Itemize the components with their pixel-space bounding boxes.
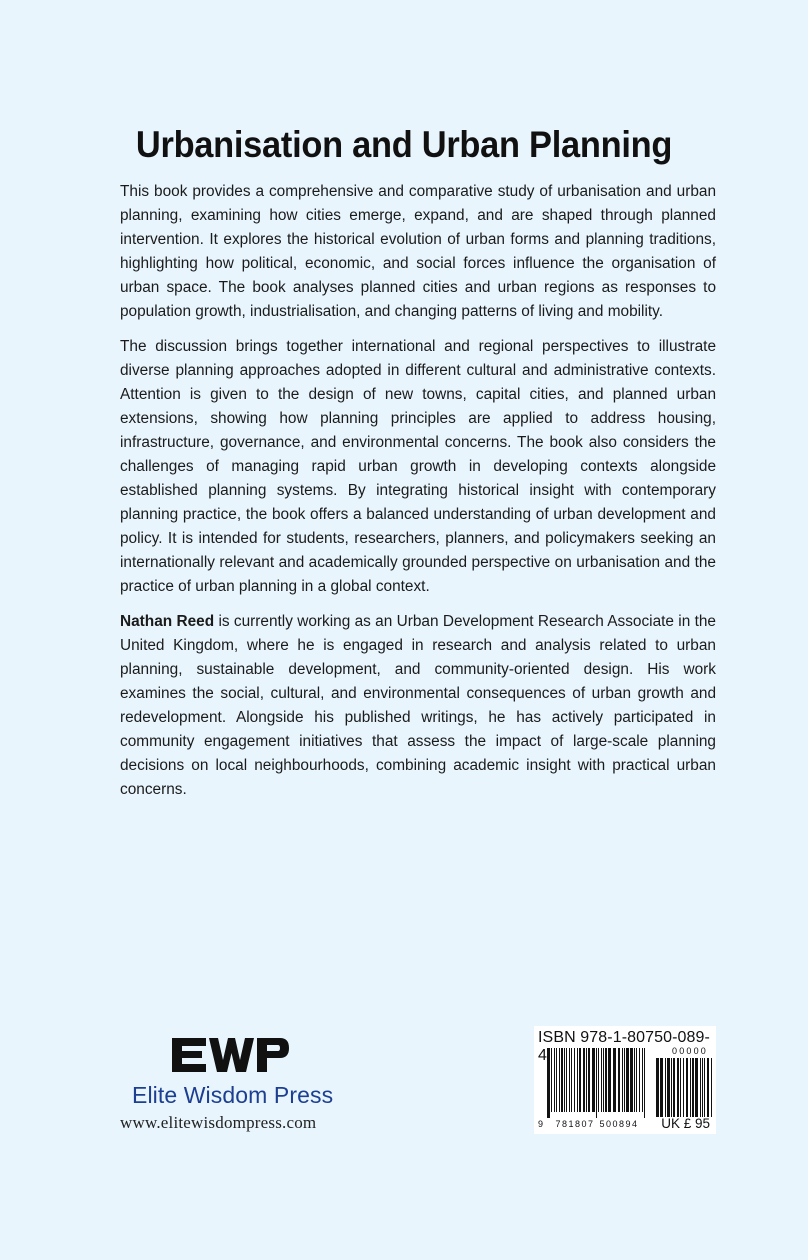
barcode-bar	[603, 1048, 604, 1112]
barcode-bar	[608, 1048, 611, 1112]
barcode-bar	[551, 1048, 552, 1112]
barcode-bar	[665, 1058, 666, 1117]
isbn-barcode	[534, 1026, 716, 1134]
barcode-bar	[577, 1048, 578, 1112]
barcode-bar	[613, 1048, 616, 1112]
barcode-bar	[556, 1048, 557, 1112]
barcode-bar	[711, 1058, 712, 1117]
addon-digits: 00000	[671, 1046, 709, 1056]
barcode-bar	[592, 1048, 595, 1112]
barcode-bar	[586, 1048, 587, 1112]
blurb-paragraph-2: The discussion brings together international and regional perspectives to illustrate diverse planning approaches adopted in different cultural and administrative contexts. Attention is given to the design of new towns, capital cities, and planned urban extensions, showing how planning principles are applied to address housing, infrastructure, governance, and environmental concerns. The book also considers the challenges of managing rapid urban growth in developing contexts alongside established planning systems. By integrating historical insight with contemporary planning practice, the book offers a balanced understanding of urban development and policy. It is intended for students, researchers, planners, and policymakers seeking an internationally relevant and academically grounded perspective on urbanisation and the practice of urban planning in a global context.	[120, 338, 716, 595]
barcode-prefix-digit: 9	[538, 1119, 544, 1129]
barcode-bar	[566, 1048, 567, 1112]
publisher-logo	[172, 1036, 290, 1074]
barcode-bar	[639, 1048, 640, 1112]
barcode-bar	[564, 1048, 565, 1112]
blurb-paragraph-1: This book provides a comprehensive and comparative study of urbanisation and urban planning, examining how cities emerge, expand, and are shaped through planned intervention. It explores the historical evolution of urban forms and planning traditions, highlighting how political, economic, and social forces influence the organisation of urban space. The book analyses planned cities and urban regions as responses to population growth, industrialisation, and changing patterns of living and mobility.	[120, 183, 716, 320]
barcode-bar	[700, 1058, 701, 1117]
barcode-bar	[588, 1048, 590, 1112]
barcode-bar	[624, 1048, 625, 1112]
barcode-bar	[626, 1048, 629, 1112]
author-bio-text: is currently working as an Urban Development Research Associate in the United Kingdom, where he is engaged in research and analysis related to urban planning, sustainable development, and community-oriented design. His work examines the social, cultural, and environmental consequences of urban growth and redevelopment. Alongside his published writings, he has actively participated in community engagement initiatives that assess the impact of large-scale planning decisions on local neighbourhoods, combining academic insight with practical urban concerns.	[120, 613, 716, 798]
publisher-block	[120, 1036, 360, 1133]
isbn-text: ISBN 978-1-80750-089-4	[538, 1029, 710, 1064]
barcode-bar	[634, 1048, 635, 1112]
barcode-bar	[571, 1048, 572, 1112]
barcode-bar	[690, 1058, 691, 1117]
barcode-bar	[660, 1058, 663, 1117]
barcode-bar	[677, 1058, 679, 1117]
barcode-bar	[630, 1048, 633, 1112]
barcode-bar	[673, 1058, 675, 1117]
barcode-bar	[559, 1048, 560, 1112]
barcode-bar	[707, 1058, 709, 1117]
barcode-bar	[644, 1048, 645, 1118]
back-cover-blurb	[120, 180, 716, 814]
barcode-bar	[695, 1058, 698, 1117]
author-bio	[120, 610, 716, 801]
barcode-digits-left: 781807	[555, 1119, 595, 1129]
barcode-bar	[579, 1048, 581, 1112]
barcode-bar	[686, 1058, 688, 1117]
author-name: Nathan Reed	[120, 613, 215, 631]
book-title: Urbanisation and Urban Planning	[135, 124, 673, 165]
barcode-bar	[680, 1058, 681, 1117]
price-label: UK £ 95	[661, 1116, 710, 1131]
barcode-bar	[583, 1048, 585, 1112]
barcode-bar	[574, 1048, 575, 1112]
barcode-bar	[601, 1048, 602, 1112]
barcode-digits-right: 500894	[599, 1119, 639, 1129]
barcode-bar	[702, 1058, 703, 1117]
barcode-bar	[656, 1058, 659, 1117]
barcode-bar	[683, 1058, 684, 1117]
publisher-name: Elite Wisdom Press	[132, 1082, 334, 1108]
barcode-bar	[636, 1048, 637, 1112]
barcode-bar	[642, 1048, 643, 1112]
barcode-bar	[605, 1048, 607, 1112]
barcode-bar	[692, 1058, 694, 1117]
barcode-bar	[622, 1048, 623, 1112]
barcode-bar	[547, 1048, 550, 1118]
barcode-bar	[671, 1058, 672, 1117]
barcode-bar	[667, 1058, 670, 1117]
barcode-bar	[618, 1048, 620, 1112]
barcode-bar	[704, 1058, 705, 1117]
barcode-bar	[569, 1048, 570, 1112]
barcode-bar	[598, 1048, 599, 1112]
barcode-bar	[554, 1048, 555, 1112]
barcode-bar	[561, 1048, 563, 1112]
publisher-url: www.elitewisdompress.com	[120, 1113, 317, 1132]
barcode-bar	[596, 1048, 597, 1118]
